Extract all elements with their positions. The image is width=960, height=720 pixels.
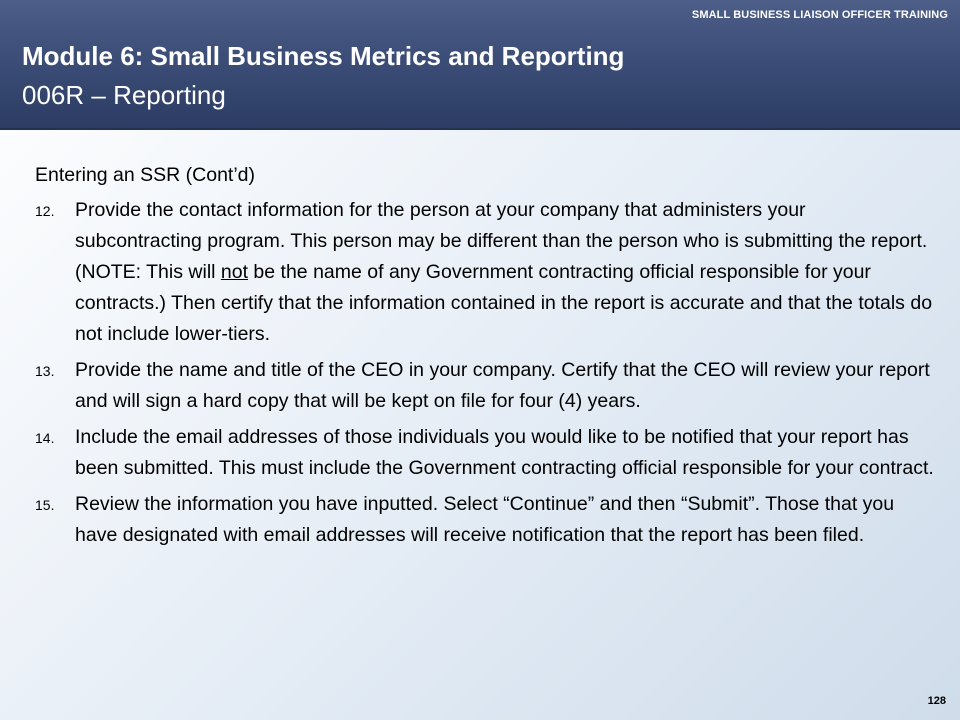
module-subtitle: 006R – Reporting xyxy=(22,80,226,110)
step-item-14 xyxy=(35,422,935,484)
step-text xyxy=(75,199,932,345)
step-text: Provide the name and title of the CEO in your company. Certify that the CEO will review your report and will sign a hard copy that will be kept on file for four (4) years. xyxy=(75,359,930,412)
step-item-13 xyxy=(35,355,935,417)
step-number: 14. xyxy=(35,430,55,446)
step-text: Review the information you have inputted. Select “Continue” and then “Submit”. Those that you have designated with email addresses will receive notification that the report has been filed. xyxy=(75,493,895,546)
step-text: Include the email addresses of those individuals you would like to be notified that your report has been submitted. This must include the Government contracting official responsible for your contract. xyxy=(75,426,934,479)
section-title: Entering an SSR (Cont’d) xyxy=(35,164,256,186)
training-label: SMALL BUSINESS LIAISON OFFICER TRAINING xyxy=(691,9,948,21)
step-number: 12. xyxy=(35,203,55,219)
step-number: 13. xyxy=(35,363,55,379)
step-item-12 xyxy=(35,195,935,350)
page-number: 128 xyxy=(927,695,946,707)
slide-content xyxy=(35,160,935,556)
step-text-part: Provide the contact information for the person at your company that administers your subcontracting program. This person may be different than the person who is submitting the report. (NOTE: This will xyxy=(75,199,928,283)
step-item-15 xyxy=(35,489,935,551)
steps-list xyxy=(35,195,935,551)
header-banner xyxy=(0,0,960,130)
step-text-part: be the name of any Government contracting official responsible for your contracts.) Then certify that the information contained in the report is accurate and that the totals do not include lower-tiers. xyxy=(75,261,933,345)
step-number: 15. xyxy=(35,497,55,513)
underlined-word: not xyxy=(220,261,249,283)
module-title: Module 6: Small Business Metrics and Reporting xyxy=(22,41,625,71)
